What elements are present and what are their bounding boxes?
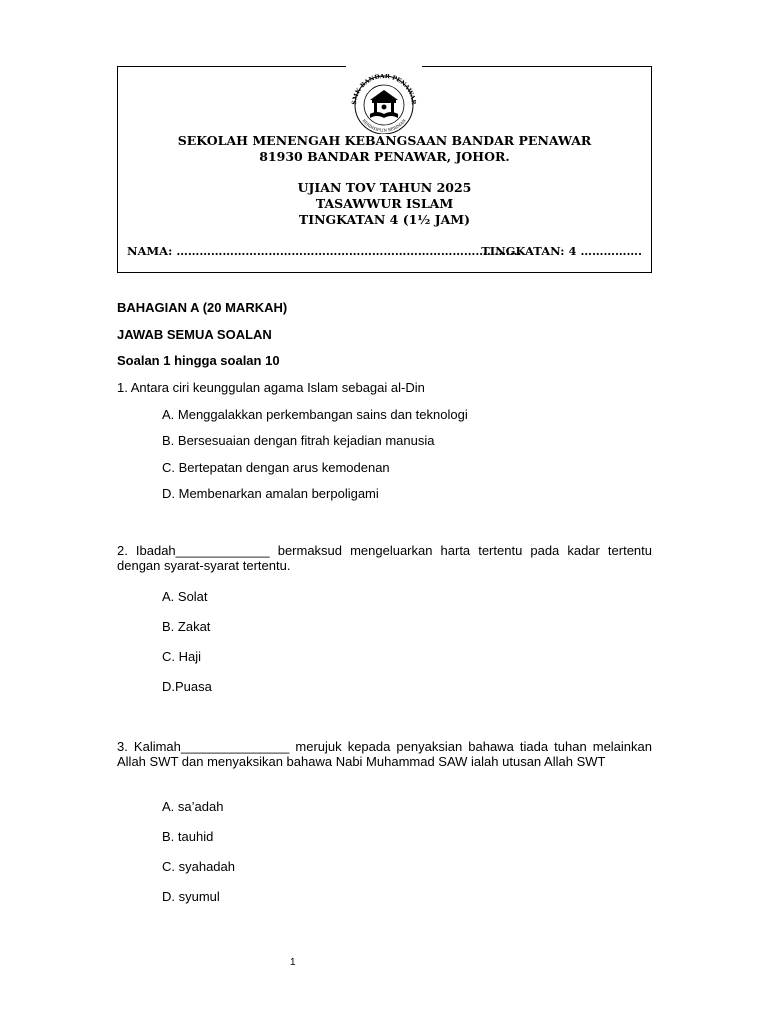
- question-2: 2. Ibadah_____________ bermaksud mengeluarkan harta tertentu pada kadar tertentu dengan syarat-syarat tertentu.: [117, 543, 652, 573]
- exam-title: UJIAN TOV TAHUN 2025: [297, 180, 472, 195]
- exam-level-time: TINGKATAN 4 (1½ JAM): [298, 212, 471, 227]
- q3-option-d[interactable]: D. syumul: [162, 889, 220, 904]
- q3-option-a[interactable]: A. sa’adah: [162, 799, 224, 814]
- section-instruction: JAWAB SEMUA SOALAN: [117, 327, 272, 342]
- exam-header: [117, 66, 652, 273]
- school-logo-icon: [344, 74, 424, 134]
- q2-option-d[interactable]: D.Puasa: [162, 679, 212, 694]
- class-field[interactable]: TINGKATAN: 4 …………….: [481, 244, 642, 258]
- q1-option-b[interactable]: B. Bersesuaian dengan fitrah kejadian manusia: [162, 433, 435, 448]
- q1-option-d[interactable]: D. Membenarkan amalan berpoligami: [162, 486, 379, 501]
- logo-text-top: SMK BANDAR PENAWAR: [350, 74, 418, 106]
- question-3: 3. Kalimah_______________ merujuk kepada penyaksian bahawa tiada tuhan melainkan Allah SWT dan menyaksikan bahawa Nabi Muhammad SAW ialah utusan Allah SWT: [117, 739, 652, 769]
- section-range: Soalan 1 hingga soalan 10: [117, 353, 280, 368]
- q2-option-b[interactable]: B. Zakat: [162, 619, 211, 634]
- q1-option-c[interactable]: C. Bertepatan dengan arus kemodenan: [162, 460, 390, 475]
- student-info-line: [127, 243, 642, 259]
- q3-option-b[interactable]: B. tauhid: [162, 829, 214, 844]
- school-address: 81930 BANDAR PENAWAR, JOHOR.: [259, 149, 510, 164]
- q1-option-a[interactable]: A. Menggalakkan perkembangan sains dan teknologi: [162, 407, 468, 422]
- q2-option-c[interactable]: C. Haji: [162, 649, 202, 664]
- school-name: SEKOLAH MENENGAH KEBANGSAAN BANDAR PENAWAR: [177, 133, 592, 148]
- logo-gap: [346, 65, 422, 69]
- question-1: 1. Antara ciri keunggulan agama Islam sebagai al-Din: [117, 380, 425, 395]
- section-title: BAHAGIAN A (20 MARKAH): [117, 300, 288, 315]
- page-number: 1: [290, 957, 296, 968]
- q2-option-a[interactable]: A. Solat: [162, 589, 208, 604]
- name-field[interactable]: NAMA: ………………………………………………………………………………: [127, 244, 522, 258]
- q3-option-c[interactable]: C. syahadah: [162, 859, 235, 874]
- logo-text-bottom: BERDISIPLIN BERIMAN: [361, 118, 407, 133]
- exam-subject: TASAWWUR ISLAM: [315, 196, 454, 211]
